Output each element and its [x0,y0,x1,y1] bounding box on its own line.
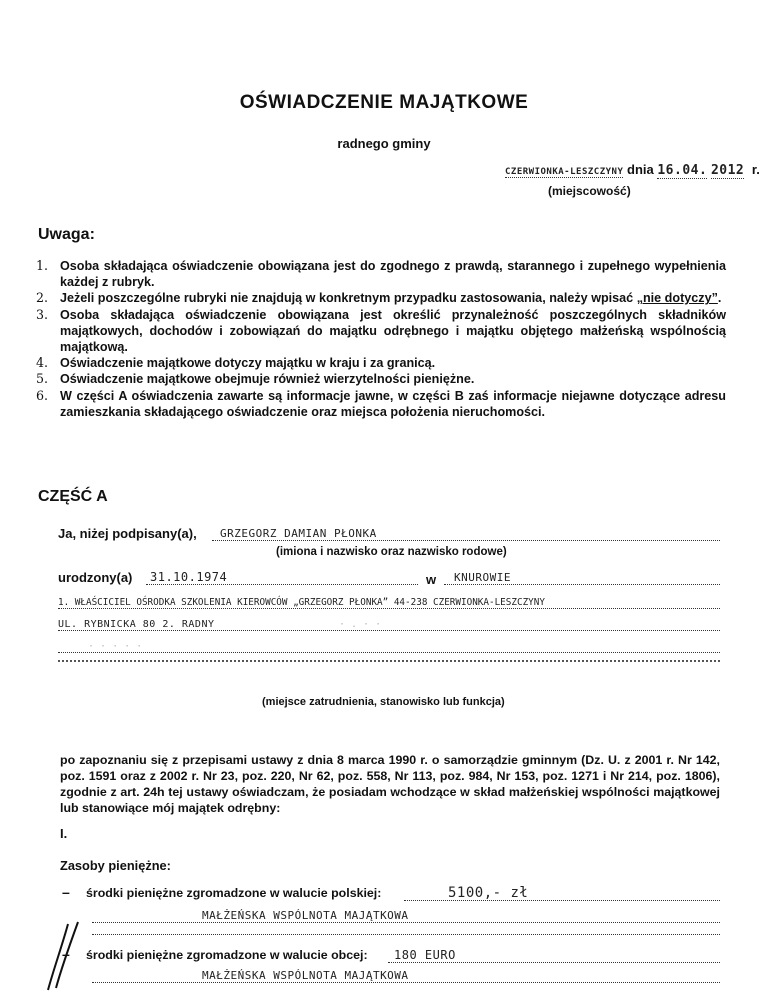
note-item: 6. W części A oświadczenia zawarte są informacje jawne, w części B zaś informacje niejawne dotyczące adresu zamieszkania składającego oświadczenie oraz miejsca położenia nieruchomości. [36,387,726,419]
date-year: 2012 [710,163,745,178]
fx-dash: – [62,946,70,962]
note-item: 4. Oświadczenie majątkowe dotyczy majątku w kraju i za granicą. [36,355,436,371]
born-label: urodzony(a) [58,570,133,585]
declarant-label: Ja, niżej podpisany(a), [58,526,197,541]
employment-line-2: UL. RYBNICKA 80 2. RADNY · . · · [58,614,720,631]
fx-value: 180 EURO [394,948,456,962]
section-i-numeral: I. [60,826,68,841]
place-value: CZERWIONKA-LESZCZYNY [505,167,624,177]
pln-value-line [404,884,720,901]
born-place: KNUROWIE [454,571,511,584]
pln-label: środki pieniężne zgromadzone w walucie polskiej: [86,886,382,900]
fx-value-line [388,946,720,963]
signature-initial [44,918,84,992]
note-item: 1. Osoba składająca oświadczenie obowiązana jest do zgodnego z prawdą, starannego i zupełnego wypełnienia każdej z rubryk. [36,258,726,290]
fx-note: MAŁŻEŃSKA WSPÓLNOTA MAJĄTKOWA [202,969,409,982]
place-caption: (miejscowość) [548,184,631,198]
notes-heading: Uwaga: [38,226,95,243]
pln-note-line [92,906,720,923]
legal-basis-paragraph: po zapoznaniu się z przepisami ustawy z dnia 8 marca 1990 r. o samorządzie gminnym (Dz. U. z 2001 r. Nr 142, poz. 1591 oraz z 2002 r. Nr 23, poz. 220, Nr 62, poz. 558, Nr 113, poz. 984, Nr 153, poz. 1271 i Nr 214, poz. 1806), zgodnie z art. 24h tej ustawy oświadczam, że posiadam wchodzące w skład małżeńskiej wspólności majątkowej lub stanowiące mój majątek odrębny: [60,753,720,815]
pln-dash: – [62,884,70,900]
pln-note: MAŁŻEŃSKA WSPÓLNOTA MAJĄTKOWA [202,909,409,922]
date-day-month: 16.04. [657,163,708,178]
born-place-line [444,568,720,585]
document-subtitle: radnego gminy [337,136,431,151]
fx-label: środki pieniężne zgromadzone w walucie obcej: [86,948,368,962]
section-i-heading: Zasoby pieniężne: [60,858,171,873]
date-label: dnia [627,162,654,177]
note-item: 3. Osoba składająca oświadczenie obowiązana jest określić przynależność poszczególnych składników majątkowych, dochodów i zobowiązań do majątku odrębnego i majątku objętego małżeńską wspólnością majątkową. [36,306,726,355]
note-item: 5. Oświadczenie majątkowe obejmuje również wierzytelności pieniężne. [36,371,475,387]
employment-caption: (miejsce zatrudnienia, stanowisko lub funkcja) [262,696,505,708]
part-a-heading: CZĘŚĆ A [38,488,108,505]
document-title: OŚWIADCZENIE MAJĄTKOWE [239,92,529,113]
not-applicable-phrase: „nie dotyczy” [636,291,718,306]
fx-note-line [92,966,720,983]
born-in-label: w [426,572,437,587]
pln-value: 5100,- zł [448,885,529,901]
employment-line-3: · · · · · [58,636,720,653]
note-item: 2. Jeżeli poszczególne rubryki nie znajdują w konkretnym przypadku zastosowania, należy wpisać „nie dotyczy”. [36,290,722,306]
declarant-caption: (imiona i nazwisko oraz nazwisko rodowe) [276,546,507,558]
pln-empty-line [92,934,720,935]
date-suffix: r. [751,162,760,177]
place-date-line [505,162,760,178]
employment-line-1: 1. WŁAŚCICIEL OŚRODKA SZKOLENIA KIEROWCÓW „GRZEGORZ PŁONKA” 44-238 CZERWIONKA-LESZCZYNY [58,592,720,609]
notes-list [36,258,726,420]
employment-line-4 [58,660,720,662]
born-date: 31.10.1974 [150,570,228,584]
born-date-line [146,568,418,585]
declarant-value: GRZEGORZ DAMIAN PŁONKA [220,527,377,540]
declarant-line [212,524,720,541]
